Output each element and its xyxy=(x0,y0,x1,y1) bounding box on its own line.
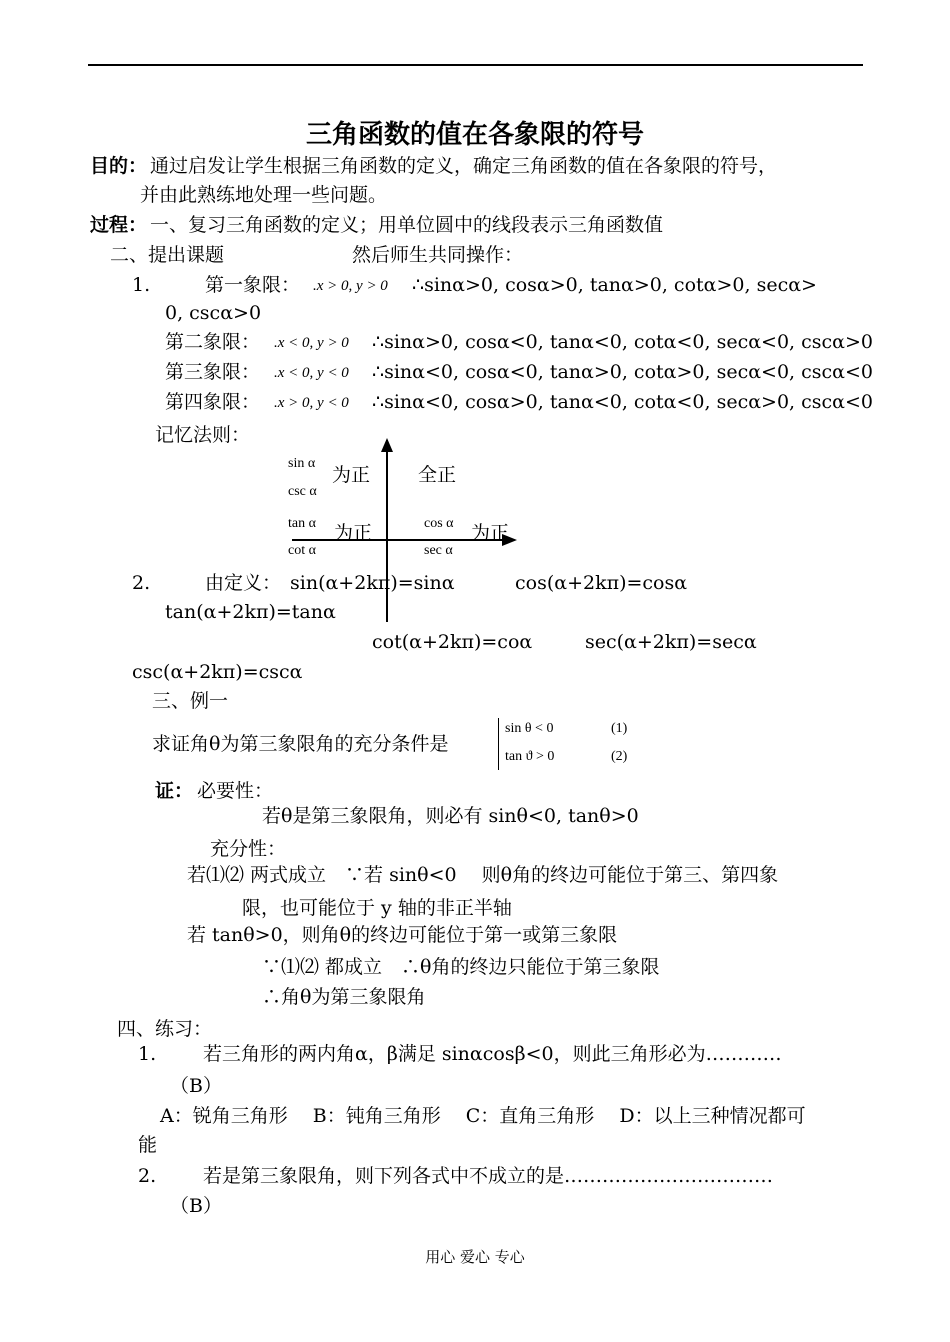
periodic-sec: sec(α+2kπ)=secα xyxy=(585,631,757,653)
condition-brace xyxy=(498,718,499,770)
process-label: 过程： xyxy=(90,214,148,236)
periodic-cos: cos(α+2kπ)=cosα xyxy=(515,572,688,594)
exercise-2-number: 2. xyxy=(138,1165,157,1187)
example-heading: 三、例一 xyxy=(152,690,229,712)
example-statement: 求证角θ为第三象限角的充分条件是 xyxy=(152,733,449,755)
exercise-1-options: A：锐角三角形 B：钝角三角形 C：直角三角形 D：以上三种情况都可 xyxy=(160,1105,806,1127)
quadrant-2-result: ∴sinα>0, cosα<0, tanα<0, cotα<0, secα<0, cscα>0 xyxy=(372,331,873,353)
aim-line-1: 通过启发让学生根据三角函数的定义，确定三角函数的值在各象限的符号， xyxy=(150,155,778,177)
quadrant-2-condition: .x < 0, y > 0 xyxy=(274,335,349,351)
item-2-number: 2. xyxy=(132,572,151,594)
sufficiency-label: 充分性： xyxy=(210,838,287,860)
condition-2: tan ϑ > 0 xyxy=(505,749,555,764)
exercise-1-text: 若三角形的两内角α，β满足 sinαcosβ<0，则此三角形必为………… xyxy=(203,1043,782,1065)
diagram-q4-text: 为正 xyxy=(471,522,510,544)
diagram-q2-text: 为正 xyxy=(332,464,371,486)
process-step-1: 一、复习三角函数的定义；用单位圆中的线段表示三角函数值 xyxy=(150,214,664,236)
sufficiency-line-5: ∴角θ为第三象限角 xyxy=(262,986,426,1008)
diagram-q1-text: 全正 xyxy=(418,464,457,486)
exercise-2-answer: （B） xyxy=(170,1195,222,1217)
quadrant-4-label: 第四象限： xyxy=(165,391,261,413)
quadrant-4-condition: .x > 0, y < 0 xyxy=(274,395,349,411)
necessity-text: 若θ是第三象限角，则必有 sinθ<0, tanθ>0 xyxy=(262,805,639,827)
exercise-2-text: 若是第三象限角，则下列各式中不成立的是…………………………… xyxy=(203,1165,774,1187)
memory-rule-label: 记忆法则： xyxy=(155,424,251,446)
quadrant-1-condition: .x > 0, y > 0 xyxy=(313,278,388,294)
document-title: 三角函数的值在各象限的符号 xyxy=(305,120,644,150)
process-step-2-note: 然后师生共同操作： xyxy=(352,244,524,266)
process-step-2: 二、提出课题 xyxy=(110,244,225,266)
diagram-sin: sin α xyxy=(288,456,316,471)
condition-2-number: (2) xyxy=(611,749,628,764)
exercise-1-options-cont: 能 xyxy=(138,1134,158,1156)
exercise-1-answer: （B） xyxy=(170,1075,222,1097)
aim-label: 目的： xyxy=(90,155,148,177)
aim-line-2: 并由此熟练地处理一些问题。 xyxy=(140,184,388,206)
page-footer: 用心 爱心 专心 xyxy=(425,1248,525,1266)
quadrant-4-result: ∴sinα<0, cosα>0, tanα<0, cotα<0, secα>0, cscα<0 xyxy=(372,391,873,413)
diagram-csc: csc α xyxy=(288,484,317,499)
quadrant-3-result: ∴sinα<0, cosα<0, tanα>0, cotα>0, secα<0, cscα<0 xyxy=(372,361,873,383)
exercises-heading: 四、练习： xyxy=(117,1018,213,1040)
periodic-cot: cot(α+2kπ)=coα xyxy=(372,631,533,653)
quadrant-1-result-cont: 0, cscα>0 xyxy=(165,302,262,324)
periodic-tan: tan(α+2kπ)=tanα xyxy=(165,601,336,623)
quadrant-2-label: 第二象限： xyxy=(165,331,261,353)
necessity-label: 必要性： xyxy=(197,780,274,802)
periodic-label: 由定义： xyxy=(205,572,282,594)
quadrant-3-label: 第三象限： xyxy=(165,361,261,383)
periodic-sin: sin(α+2kπ)=sinα xyxy=(290,572,455,594)
sufficiency-line-1: 若⑴⑵ 两式成立 ∵若 sinθ<0 则θ角的终边可能位于第三、第四象 xyxy=(187,864,779,886)
condition-1: sin θ < 0 xyxy=(505,721,554,736)
sufficiency-line-2: 限，也可能位于 y 轴的非正半轴 xyxy=(242,897,512,919)
item-1-number: 1. xyxy=(132,274,151,296)
sufficiency-line-3: 若 tanθ>0，则角θ的终边可能位于第一或第三象限 xyxy=(187,924,618,946)
periodic-csc: csc(α+2kπ)=cscα xyxy=(132,661,303,683)
quadrant-1-label: 第一象限： xyxy=(205,274,301,296)
quadrant-3-condition: .x < 0, y < 0 xyxy=(274,365,349,381)
exercise-1-number: 1. xyxy=(138,1043,157,1065)
diagram-q3-text: 为正 xyxy=(334,522,373,544)
diagram-cot: cot α xyxy=(288,543,316,558)
diagram-sec: sec α xyxy=(424,543,453,558)
diagram-tan: tan α xyxy=(288,516,316,531)
proof-label: 证： xyxy=(155,780,194,802)
y-axis-arrow-icon xyxy=(381,438,393,452)
diagram-cos: cos α xyxy=(424,516,454,531)
quadrant-1-result: ∴sinα>0, cosα>0, tanα>0, cotα>0, secα> xyxy=(412,274,817,296)
sufficiency-line-4: ∵⑴⑵ 都成立 ∴θ角的终边只能位于第三象限 xyxy=(262,956,660,978)
condition-1-number: (1) xyxy=(611,721,628,736)
